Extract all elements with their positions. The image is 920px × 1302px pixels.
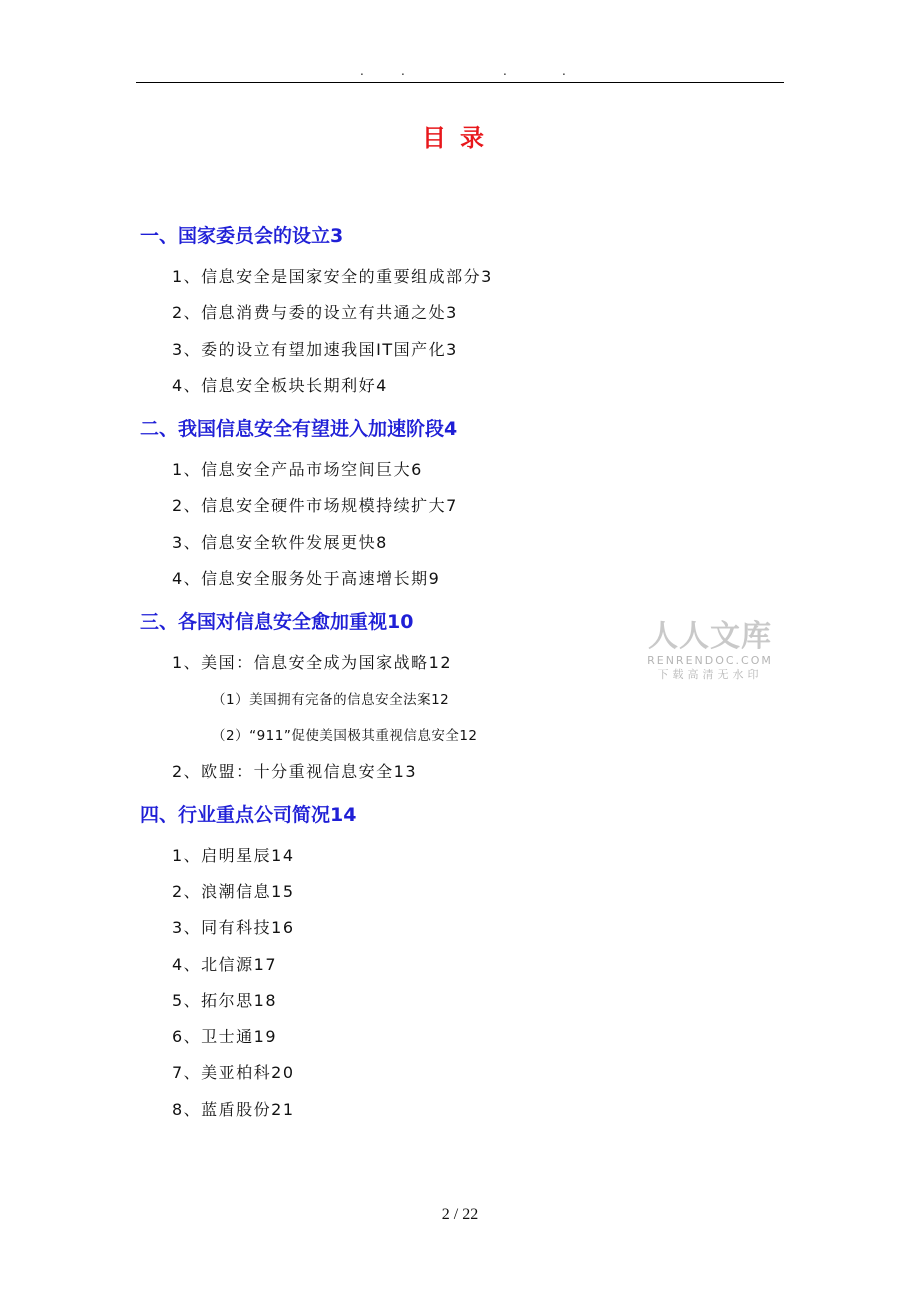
- page-number: 2 / 22: [441, 1206, 479, 1223]
- toc-item[interactable]: 2、浪潮信息15: [172, 882, 295, 901]
- watermark-tagline: 下载高清无水印: [657, 668, 763, 681]
- toc-item[interactable]: 1、信息安全产品市场空间巨大6: [172, 460, 423, 479]
- toc-item[interactable]: 6、卫士通19: [172, 1027, 278, 1046]
- toc-item[interactable]: 4、信息安全服务处于高速增长期9: [172, 569, 441, 588]
- toc-section-3[interactable]: 三、各国对信息安全愈加重视10: [140, 611, 414, 633]
- toc-item[interactable]: 3、同有科技16: [172, 918, 295, 937]
- watermark-title: 人人文库: [648, 619, 772, 654]
- toc-item[interactable]: 4、信息安全板块长期利好4: [172, 376, 388, 395]
- toc-item[interactable]: 8、蓝盾股份21: [172, 1100, 295, 1119]
- toc-section-1[interactable]: 一、国家委员会的设立3: [140, 225, 344, 247]
- header-dot: .: [360, 64, 364, 78]
- watermark-domain: RENRENDOC.COM: [647, 654, 773, 667]
- header-dot: .: [503, 64, 507, 78]
- toc-item[interactable]: 1、美国：信息安全成为国家战略12: [172, 653, 453, 672]
- toc-item[interactable]: 5、拓尔思18: [172, 991, 278, 1010]
- toc-item[interactable]: 1、启明星辰14: [172, 846, 295, 865]
- toc-item[interactable]: 3、信息安全软件发展更快8: [172, 533, 388, 552]
- toc-item[interactable]: 4、北信源17: [172, 955, 278, 974]
- toc-section-4[interactable]: 四、行业重点公司简况14: [140, 804, 357, 826]
- toc-subitem[interactable]: （1）美国拥有完备的信息安全法案12: [212, 692, 450, 708]
- toc-item[interactable]: 2、信息消费与委的设立有共通之处3: [172, 303, 458, 322]
- toc-subitem[interactable]: （2）“911”促使美国极其重视信息安全12: [212, 728, 478, 744]
- header-dot: .: [401, 64, 405, 78]
- watermark-logo: [644, 620, 776, 682]
- toc-title: 目录: [422, 124, 498, 152]
- toc-item[interactable]: 2、欧盟：十分重视信息安全13: [172, 762, 418, 781]
- header-rule: [136, 82, 784, 83]
- toc-item[interactable]: 2、信息安全硬件市场规模持续扩大7: [172, 496, 458, 515]
- toc-item[interactable]: 3、委的设立有望加速我国IT国产化3: [172, 340, 458, 359]
- toc-item[interactable]: 7、美亚柏科20: [172, 1063, 295, 1082]
- header-dot: .: [562, 64, 566, 78]
- toc-item[interactable]: 1、信息安全是国家安全的重要组成部分3: [172, 267, 493, 286]
- toc-section-2[interactable]: 二、我国信息安全有望进入加速阶段4: [140, 418, 458, 440]
- page-header: [0, 64, 920, 80]
